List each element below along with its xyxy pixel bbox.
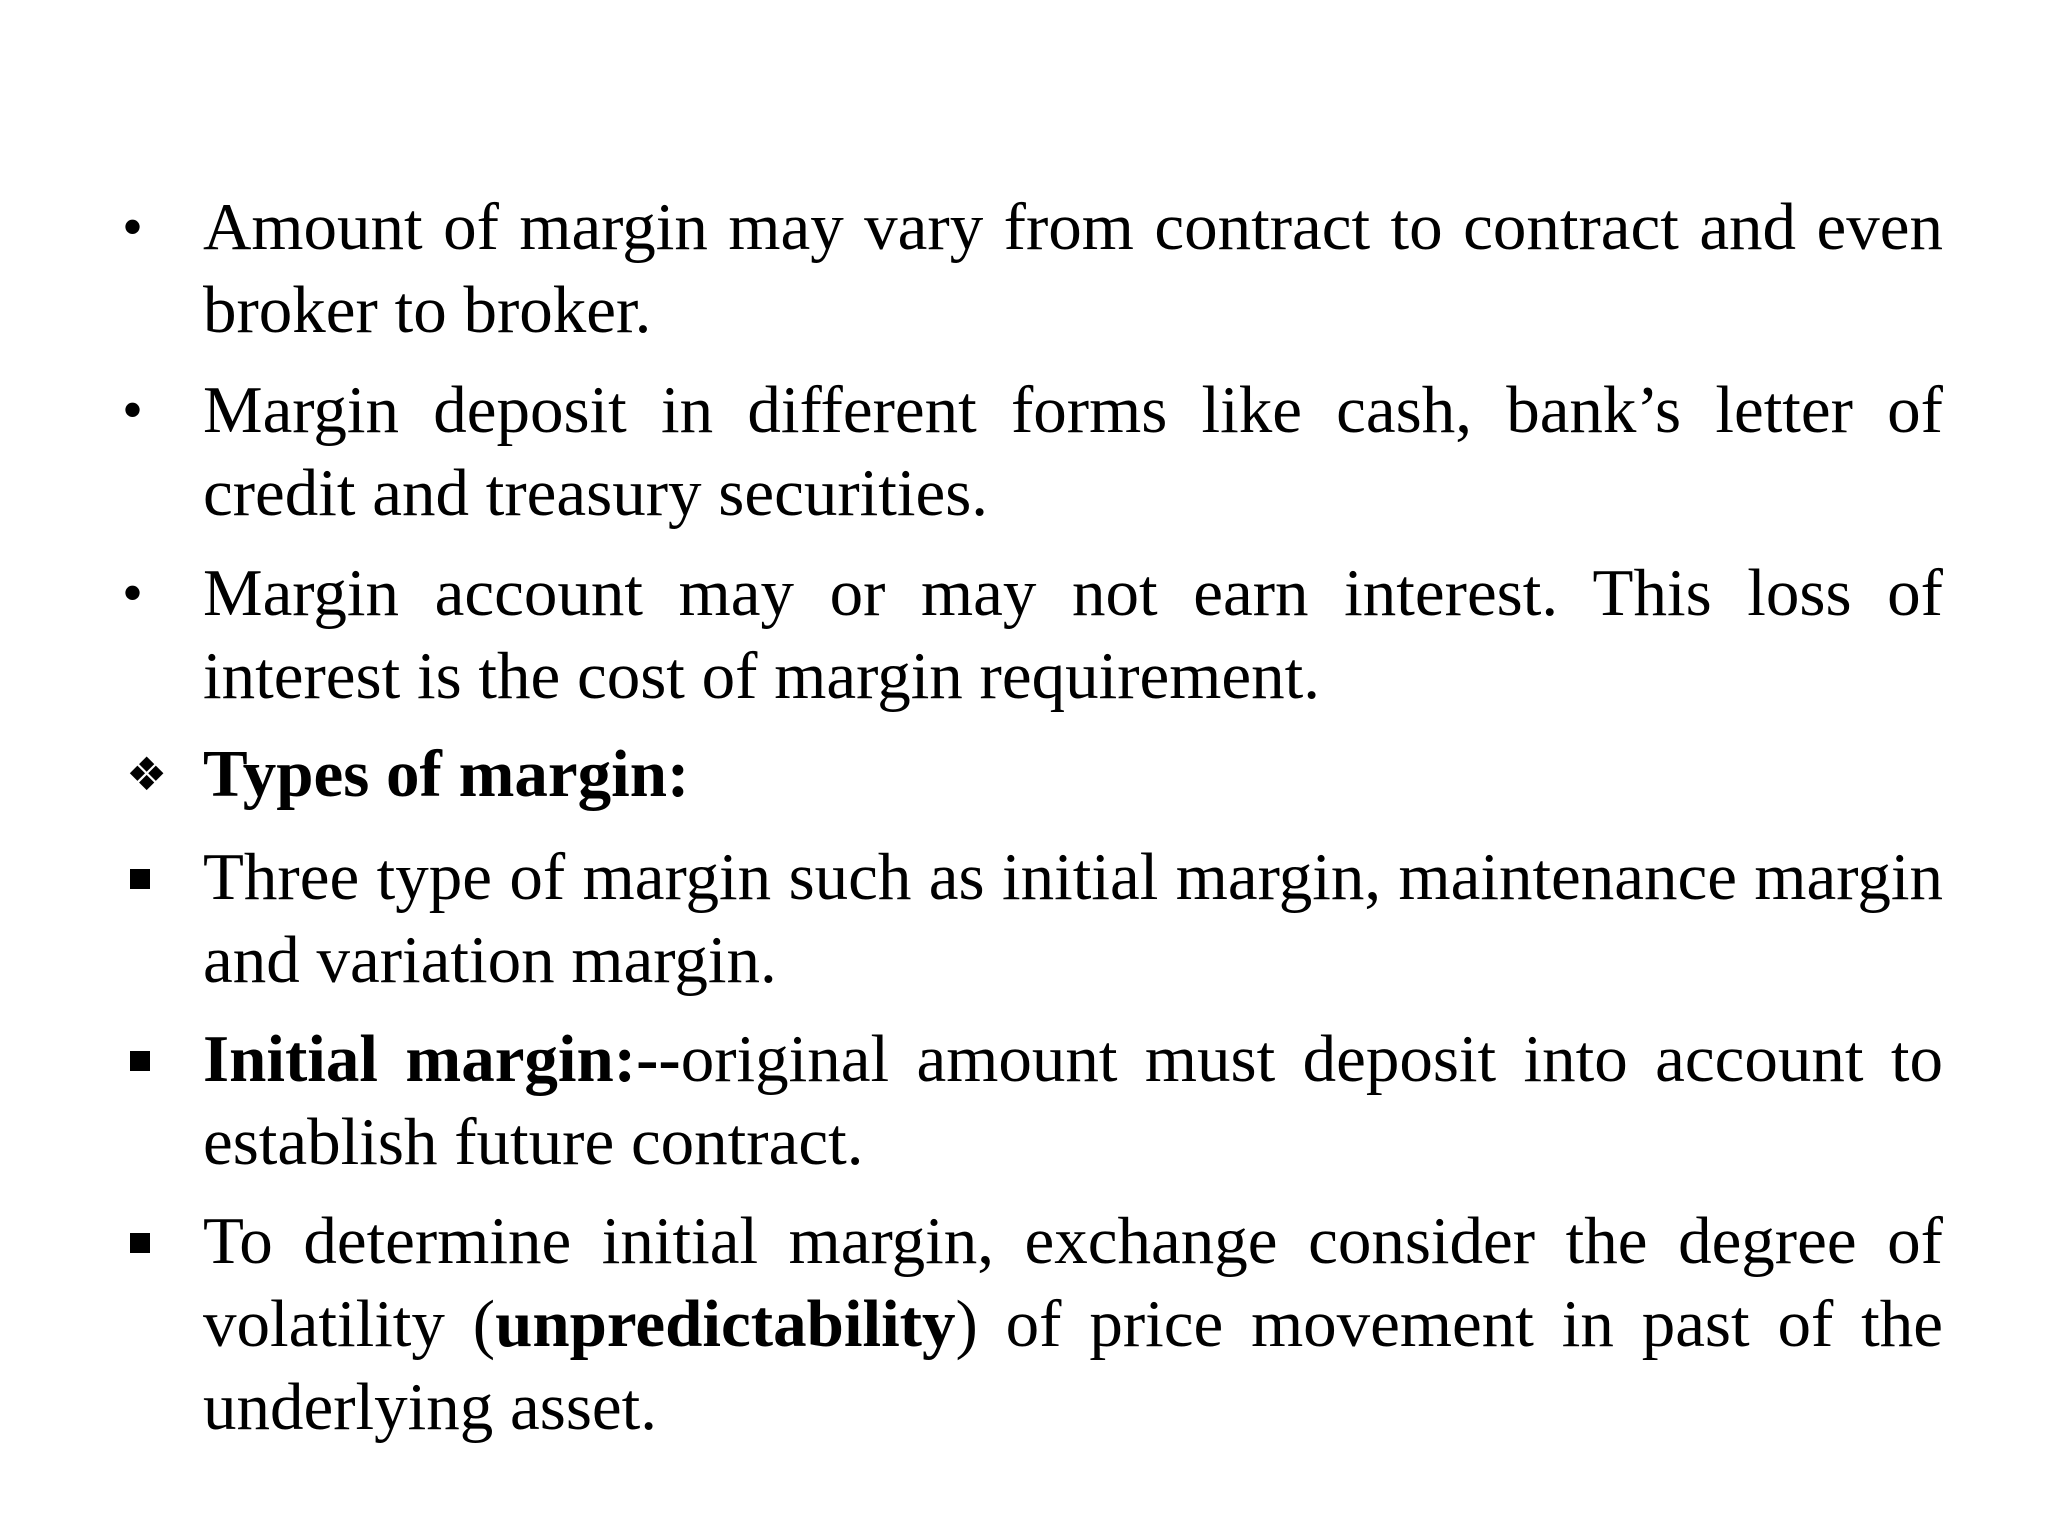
point-text-before: To determine initial margin, exchange consider the degree of volatility ( — [203, 1204, 1943, 1361]
bullet-dot-icon: • — [122, 194, 144, 260]
initial-margin-term: Initial margin:-- — [203, 1022, 681, 1096]
square-bullet-icon — [130, 1018, 200, 1101]
bullet-text: Margin account may or may not earn interest. This loss of interest is the cost of margin requirement. — [203, 556, 1943, 713]
square-bullet-icon — [130, 1200, 200, 1283]
point-text-after: ) of price movement in past of the underlying asset. — [203, 1287, 1943, 1444]
bullet-dot-icon: • — [122, 560, 144, 626]
bullet-text: Amount of margin may vary from contract to contract and even broker to broker. — [203, 190, 1943, 347]
section-heading-text: Types of margin: — [203, 737, 690, 811]
section-heading — [203, 733, 1943, 816]
square-bullet-icon — [130, 836, 200, 919]
point-text — [203, 1200, 1943, 1449]
bullet-dot-icon: • — [122, 377, 144, 443]
point-text: Three type of margin such as initial margin, maintenance margin and variation margin. — [203, 840, 1943, 997]
initial-margin-definition: original amount must deposit into account to establish future contract. — [203, 1022, 1943, 1179]
bullet-text: Margin deposit in different forms like cash, bank’s letter of credit and treasury securities. — [203, 373, 1943, 530]
point-text — [203, 1018, 1943, 1184]
unpredictability-term: unpredictability — [495, 1287, 956, 1361]
four-diamond-icon: ❖ — [126, 747, 168, 801]
